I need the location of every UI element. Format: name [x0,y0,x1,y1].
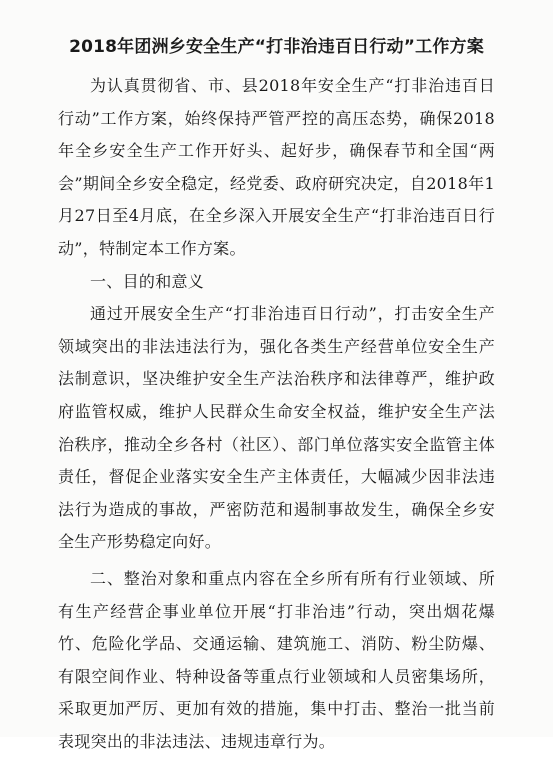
intro-paragraph: 为认真贯彻省、市、县2018年安全生产“打非治违百日行动”工作方案，始终保持严管严控的高压态势，确保2018年全乡安全生产工作开好头、起好步，确保春节和全国“两会”期间全乡安全稳定，经党委、政府研究决定，自2018年1月27日至4月底，在全乡深入开展安全生产“打非治违百日行动”，特制定本工作方案。 [58,76,495,258]
section-2-paragraph: 二、整治对象和重点内容在全乡所有所有行业领域、所有生产经营企事业单位开展“打非治违”行动，突出烟花爆竹、危险化学品、交通运输、建筑施工、消防、粉尘防爆、有限空间作业、特种设备等重点行业领域和人员密集场所，采取更加严厉、更加有效的措施，集中打击、整治一批当前表现突出的非法违法、违规违章行为。 [58,568,495,751]
document-title: 2018年团洲乡安全生产“打非治违百日行动”工作方案 [69,37,484,57]
section-1-paragraph: 通过开展安全生产“打非治违百日行动”，打击安全生产领域突出的非法违法行为，强化各类生产经营单位安全生产法制意识，坚决维护安全生产法治秩序和法律尊严，维护政府监管权威，维护人民群众生命安全权益，维护安全生产法治秩序，推动全乡各村（社区）、部门单位落实安全监管主体责任，督促企业落实安全生产主体责任，大幅减少因非法违法行为造成的事故，严密防范和遏制事故发生，确保全乡安全生产形势稳定向好。 [58,304,495,552]
section-1-heading: 一、目的和意义 [90,271,205,291]
